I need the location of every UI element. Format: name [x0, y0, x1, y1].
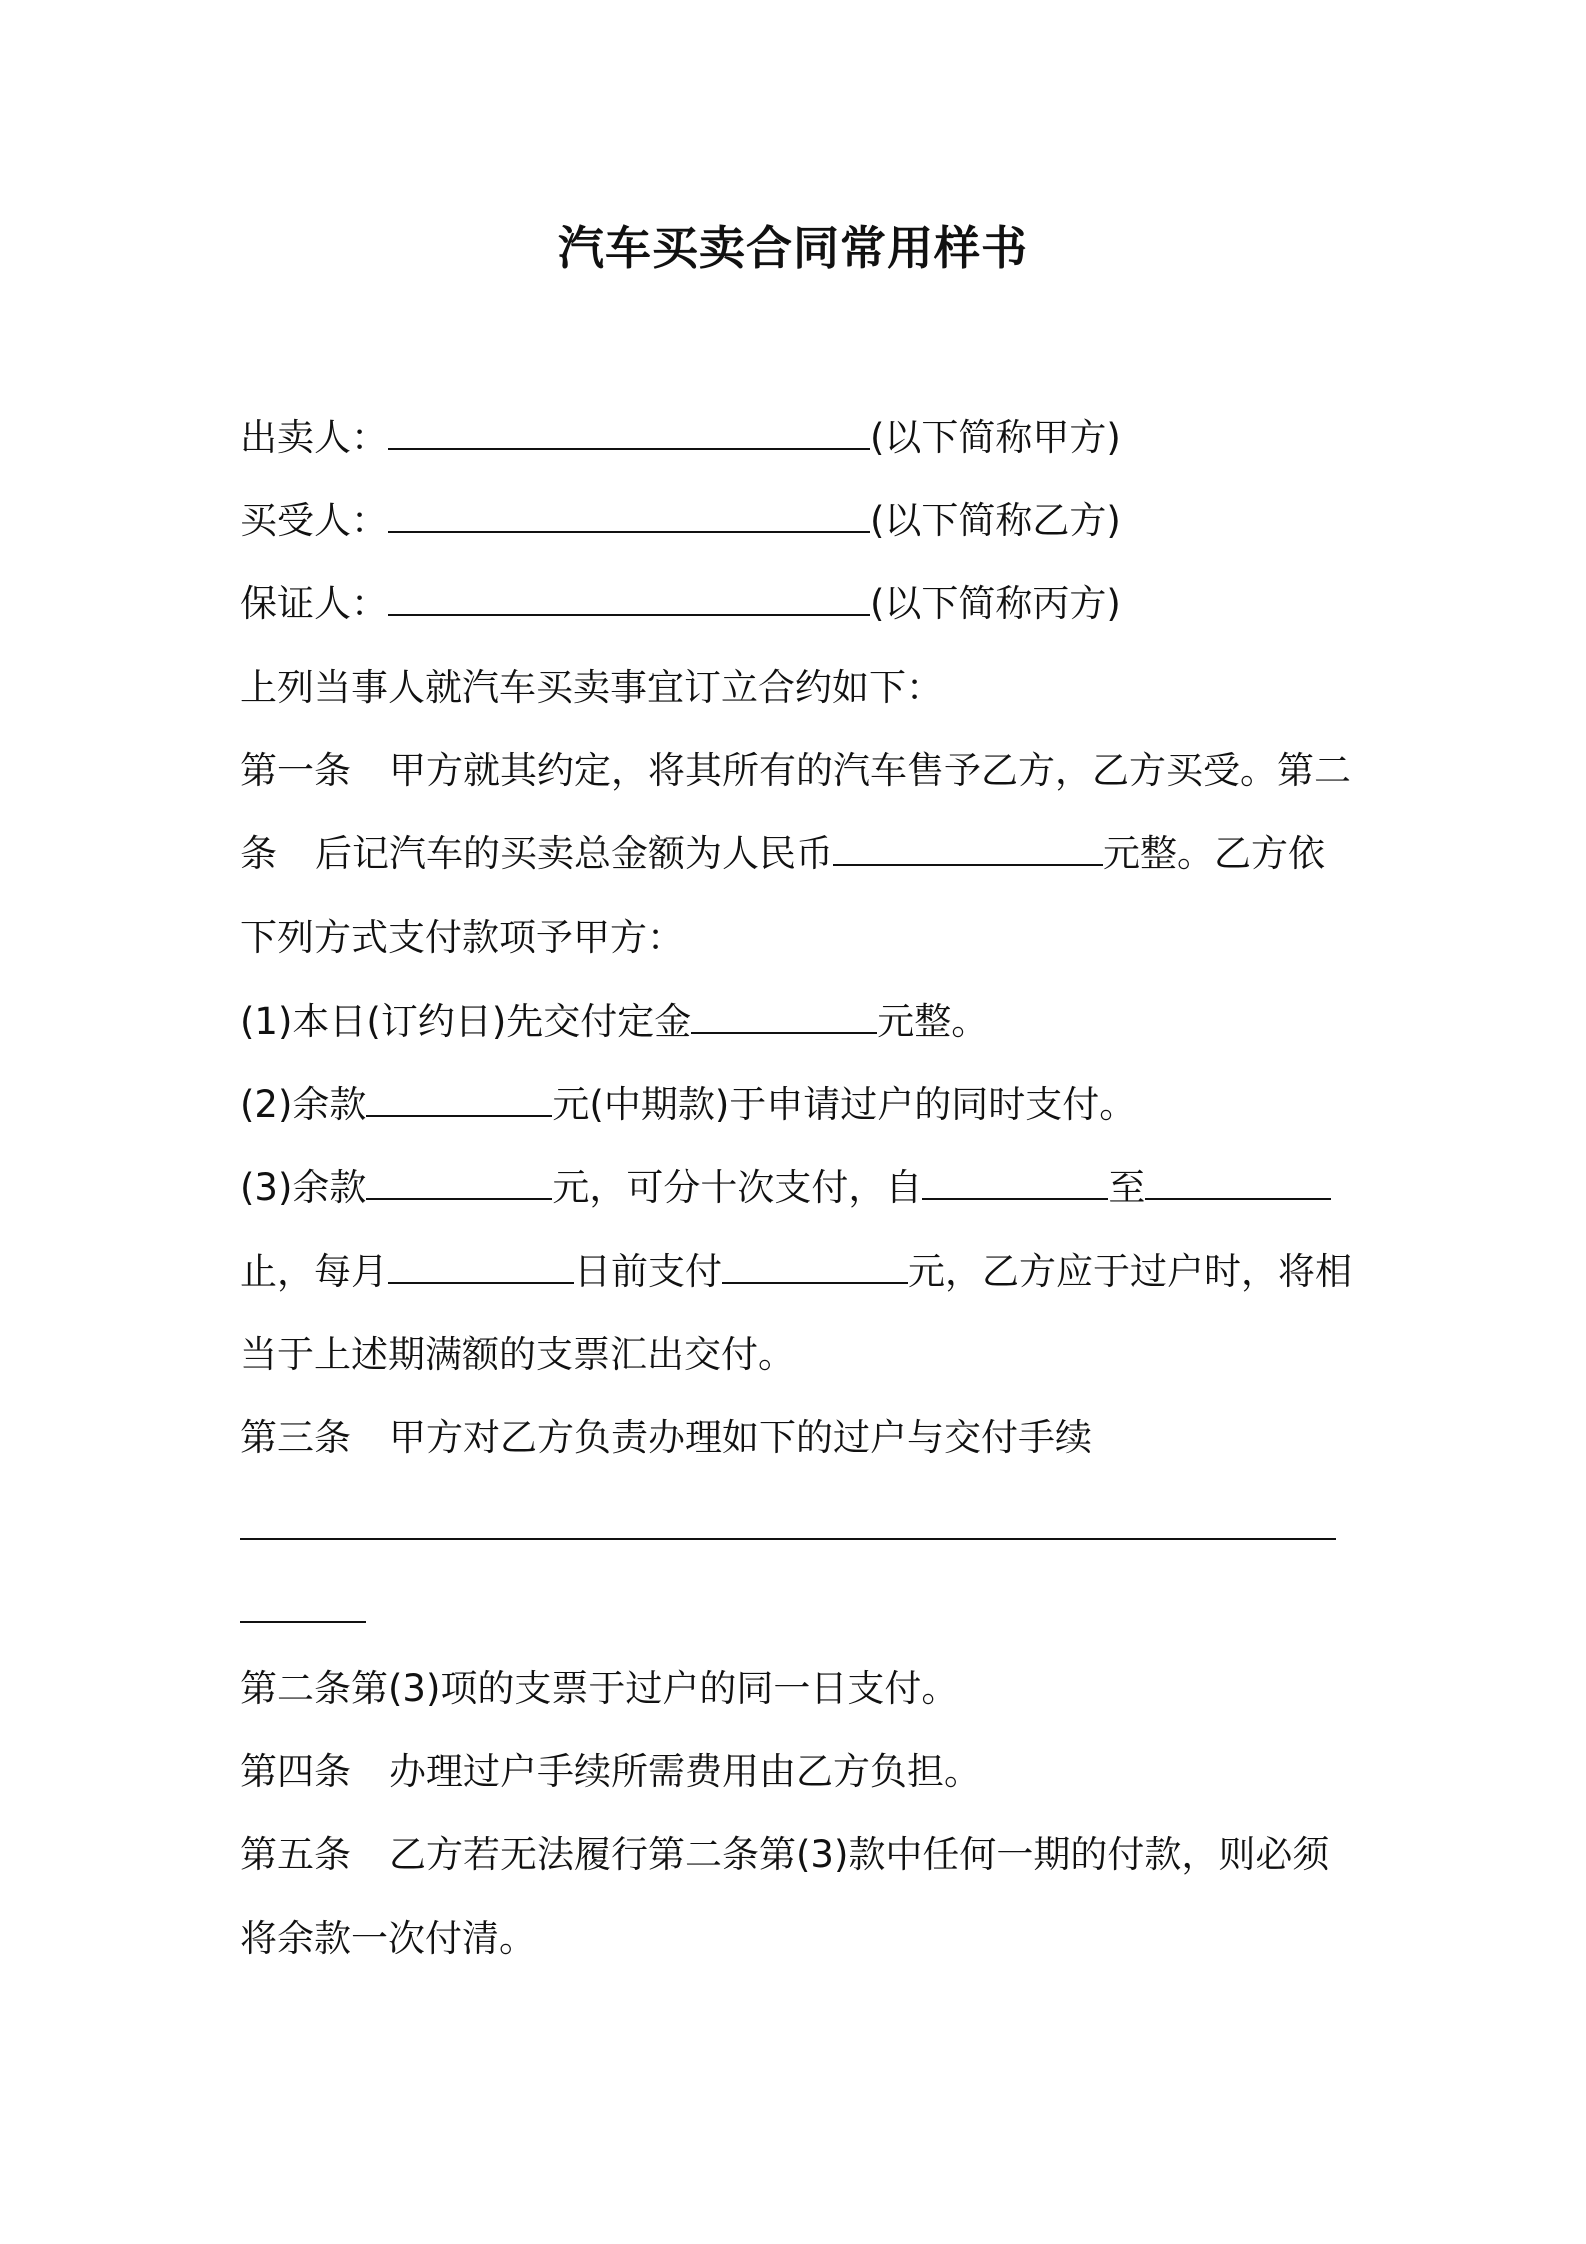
article-3-after: 第二条第(3)项的支票于过户的同一日支付。 [240, 1667, 959, 1710]
article-2-text: 后记汽车的买卖总金额为人民币 [315, 832, 833, 875]
article-1-text: 甲方就其约定，将其所有的汽车售予乙方，乙方买受。第二 [389, 749, 1351, 792]
party-seller-label: 出卖人： [240, 416, 388, 459]
seller-blank [388, 418, 870, 450]
party-guarantor [240, 578, 1360, 630]
article-4-text: 办理过户手续所需费用由乙方负担。 [389, 1750, 981, 1793]
article-5-cont: 将余款一次付清。 [240, 1917, 536, 1960]
document-title: 汽车买卖合同常用样书 [558, 221, 1028, 275]
party-buyer [240, 495, 1360, 547]
article-1 [240, 745, 1360, 797]
payment-item-2-text: (2)余款 [240, 1083, 367, 1126]
party-buyer-label: 买受人： [240, 499, 388, 542]
day-blank [388, 1252, 574, 1284]
payment-item-3-line-1 [240, 1162, 1360, 1214]
deposit-blank [691, 1002, 877, 1034]
article-4 [240, 1746, 1360, 1798]
party-seller [240, 412, 1360, 464]
end-date-blank [1145, 1168, 1331, 1200]
total-amount-blank [833, 834, 1103, 866]
article-5-text: 乙方若无法履行第二条第(3)款中任何一期的付款，则必须 [389, 1833, 1330, 1876]
balance-blank [366, 1168, 552, 1200]
payment-item-2-suffix: 元(中期款)于申请过户的同时支付。 [552, 1083, 1137, 1126]
transfer-procedures-blank-line-2 [240, 1621, 366, 1623]
article-3 [240, 1412, 1360, 1464]
article-3-text: 甲方对乙方负责办理如下的过户与交付手续 [389, 1416, 1092, 1459]
article-1-heading: 第一条 [240, 749, 351, 792]
payment-item-3-to: 至 [1108, 1166, 1146, 1209]
payment-item-1-suffix: 元整。 [877, 1000, 989, 1043]
payment-item-3-text: (3)余款 [240, 1166, 367, 1209]
payment-item-3-line-3: 当于上述期满额的支票汇出交付。 [240, 1333, 795, 1376]
article-2-line-2: 下列方式支付款项予甲方： [240, 916, 684, 959]
article-2-line-1 [240, 828, 1360, 880]
payment-item-3-tail: 元，乙方应于过户时，将相 [908, 1250, 1352, 1293]
article-2-suffix: 元整。乙方依 [1103, 832, 1325, 875]
party-guarantor-suffix: (以下简称丙方) [870, 582, 1121, 625]
buyer-blank [388, 501, 870, 533]
party-seller-suffix: (以下简称甲方) [870, 416, 1121, 459]
party-guarantor-label: 保证人： [240, 582, 388, 625]
payment-item-1-text: (1)本日(订约日)先交付定金 [240, 1000, 692, 1043]
mid-payment-blank [366, 1085, 552, 1117]
start-date-blank [922, 1168, 1108, 1200]
article-4-heading: 第四条 [240, 1750, 351, 1793]
article-3-heading: 第三条 [240, 1416, 351, 1459]
payment-item-3-monthly: 止，每月 [240, 1250, 388, 1293]
installment-blank [722, 1252, 908, 1284]
article-5-heading: 第五条 [240, 1833, 351, 1876]
payment-item-2 [240, 1079, 1360, 1131]
payment-item-3-line-2 [240, 1246, 1360, 1298]
guarantor-blank [388, 584, 870, 616]
article-2-prefix: 条 [240, 832, 277, 875]
party-buyer-suffix: (以下简称乙方) [870, 499, 1121, 542]
article-5 [240, 1829, 1360, 1881]
payment-item-3-before: 日前支付 [574, 1250, 722, 1293]
payment-item-3-mid: 元，可分十次支付，自 [552, 1166, 923, 1209]
payment-item-1 [240, 996, 1360, 1048]
transfer-procedures-blank-line-1 [240, 1538, 1336, 1540]
intro-text: 上列当事人就汽车买卖事宜订立合约如下： [240, 666, 943, 709]
